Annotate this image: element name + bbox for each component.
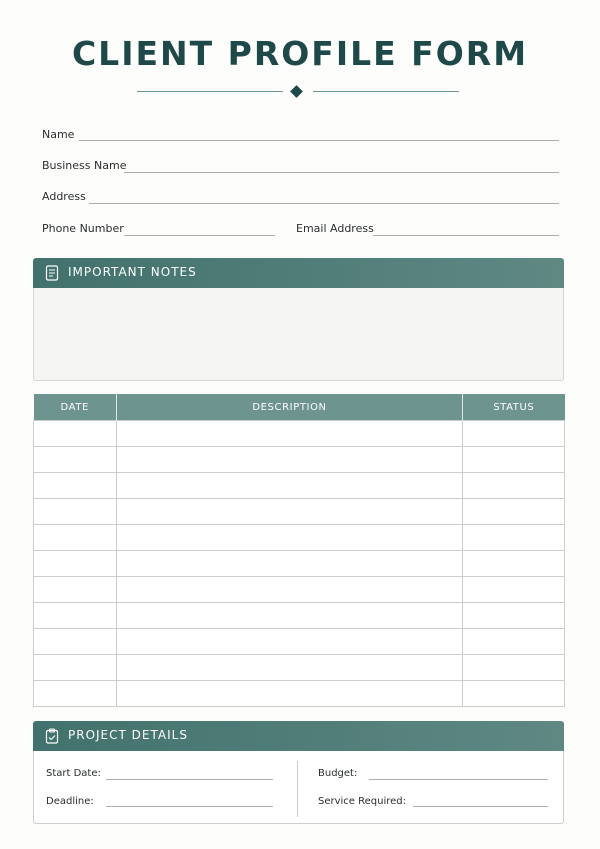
date-cell[interactable] [34,577,117,603]
start-date-label: Start Date: [46,768,101,779]
budget-label: Budget: [318,768,358,779]
project-details-separator [297,761,298,817]
phone-number-field[interactable] [124,235,275,236]
status-cell[interactable] [463,577,565,603]
date-cell[interactable] [34,499,117,525]
title-divider-left [137,91,283,92]
service-required-field[interactable] [413,806,548,807]
date-cell[interactable] [34,525,117,551]
important-notes-area[interactable] [33,288,564,381]
date-cell[interactable] [34,551,117,577]
status-cell[interactable] [463,551,565,577]
date-column-header: DATE [34,394,117,421]
date-cell[interactable] [34,447,117,473]
budget-field[interactable] [369,779,548,780]
description-cell[interactable] [117,421,463,447]
description-cell[interactable] [117,681,463,707]
notepad-icon [45,265,59,281]
status-cell[interactable] [463,499,565,525]
date-cell[interactable] [34,629,117,655]
form-title: CLIENT PROFILE FORM [71,34,529,73]
description-cell[interactable] [117,577,463,603]
table-row [34,525,565,551]
status-cell[interactable] [463,655,565,681]
status-cell[interactable] [463,681,565,707]
description-cell[interactable] [117,655,463,681]
business-name-field[interactable] [124,172,559,173]
table-row [34,551,565,577]
phone-number-label: Phone Number [42,222,124,235]
description-cell[interactable] [117,499,463,525]
status-cell[interactable] [463,603,565,629]
log-table-body [34,421,565,707]
table-row [34,603,565,629]
description-column-header: DESCRIPTION [117,394,463,421]
table-row [34,629,565,655]
email-address-label: Email Address [296,222,374,235]
table-row [34,421,565,447]
table-row [34,655,565,681]
status-cell[interactable] [463,421,565,447]
description-cell[interactable] [117,447,463,473]
log-table [33,394,565,707]
address-label: Address [42,190,86,203]
description-cell[interactable] [117,629,463,655]
table-row [34,681,565,707]
name-field[interactable] [79,140,559,141]
log-table-header-row [34,394,565,421]
important-notes-title: IMPORTANT NOTES [68,265,197,279]
address-field[interactable] [89,203,559,204]
business-name-label: Business Name [42,159,127,172]
date-cell[interactable] [34,473,117,499]
email-address-field[interactable] [373,235,559,236]
description-cell[interactable] [117,525,463,551]
service-required-label: Service Required: [318,796,407,807]
name-label: Name [42,128,75,141]
description-cell[interactable] [117,603,463,629]
date-cell[interactable] [34,681,117,707]
project-details-box [33,751,564,824]
project-details-header [33,721,564,751]
deadline-label: Deadline: [46,796,94,807]
description-cell[interactable] [117,473,463,499]
clipboard-icon [45,728,59,744]
status-cell[interactable] [463,629,565,655]
date-cell[interactable] [34,655,117,681]
description-cell[interactable] [117,551,463,577]
status-column-header: STATUS [463,394,565,421]
table-row [34,577,565,603]
status-cell[interactable] [463,525,565,551]
start-date-field[interactable] [106,779,273,780]
date-cell[interactable] [34,603,117,629]
important-notes-header [33,258,564,288]
table-row [34,499,565,525]
deadline-field[interactable] [106,806,273,807]
title-divider-right [313,91,459,92]
table-row [34,473,565,499]
diamond-ornament-icon [290,85,303,98]
date-cell[interactable] [34,421,117,447]
project-details-title: PROJECT DETAILS [68,728,188,742]
status-cell[interactable] [463,473,565,499]
status-cell[interactable] [463,447,565,473]
table-row [34,447,565,473]
